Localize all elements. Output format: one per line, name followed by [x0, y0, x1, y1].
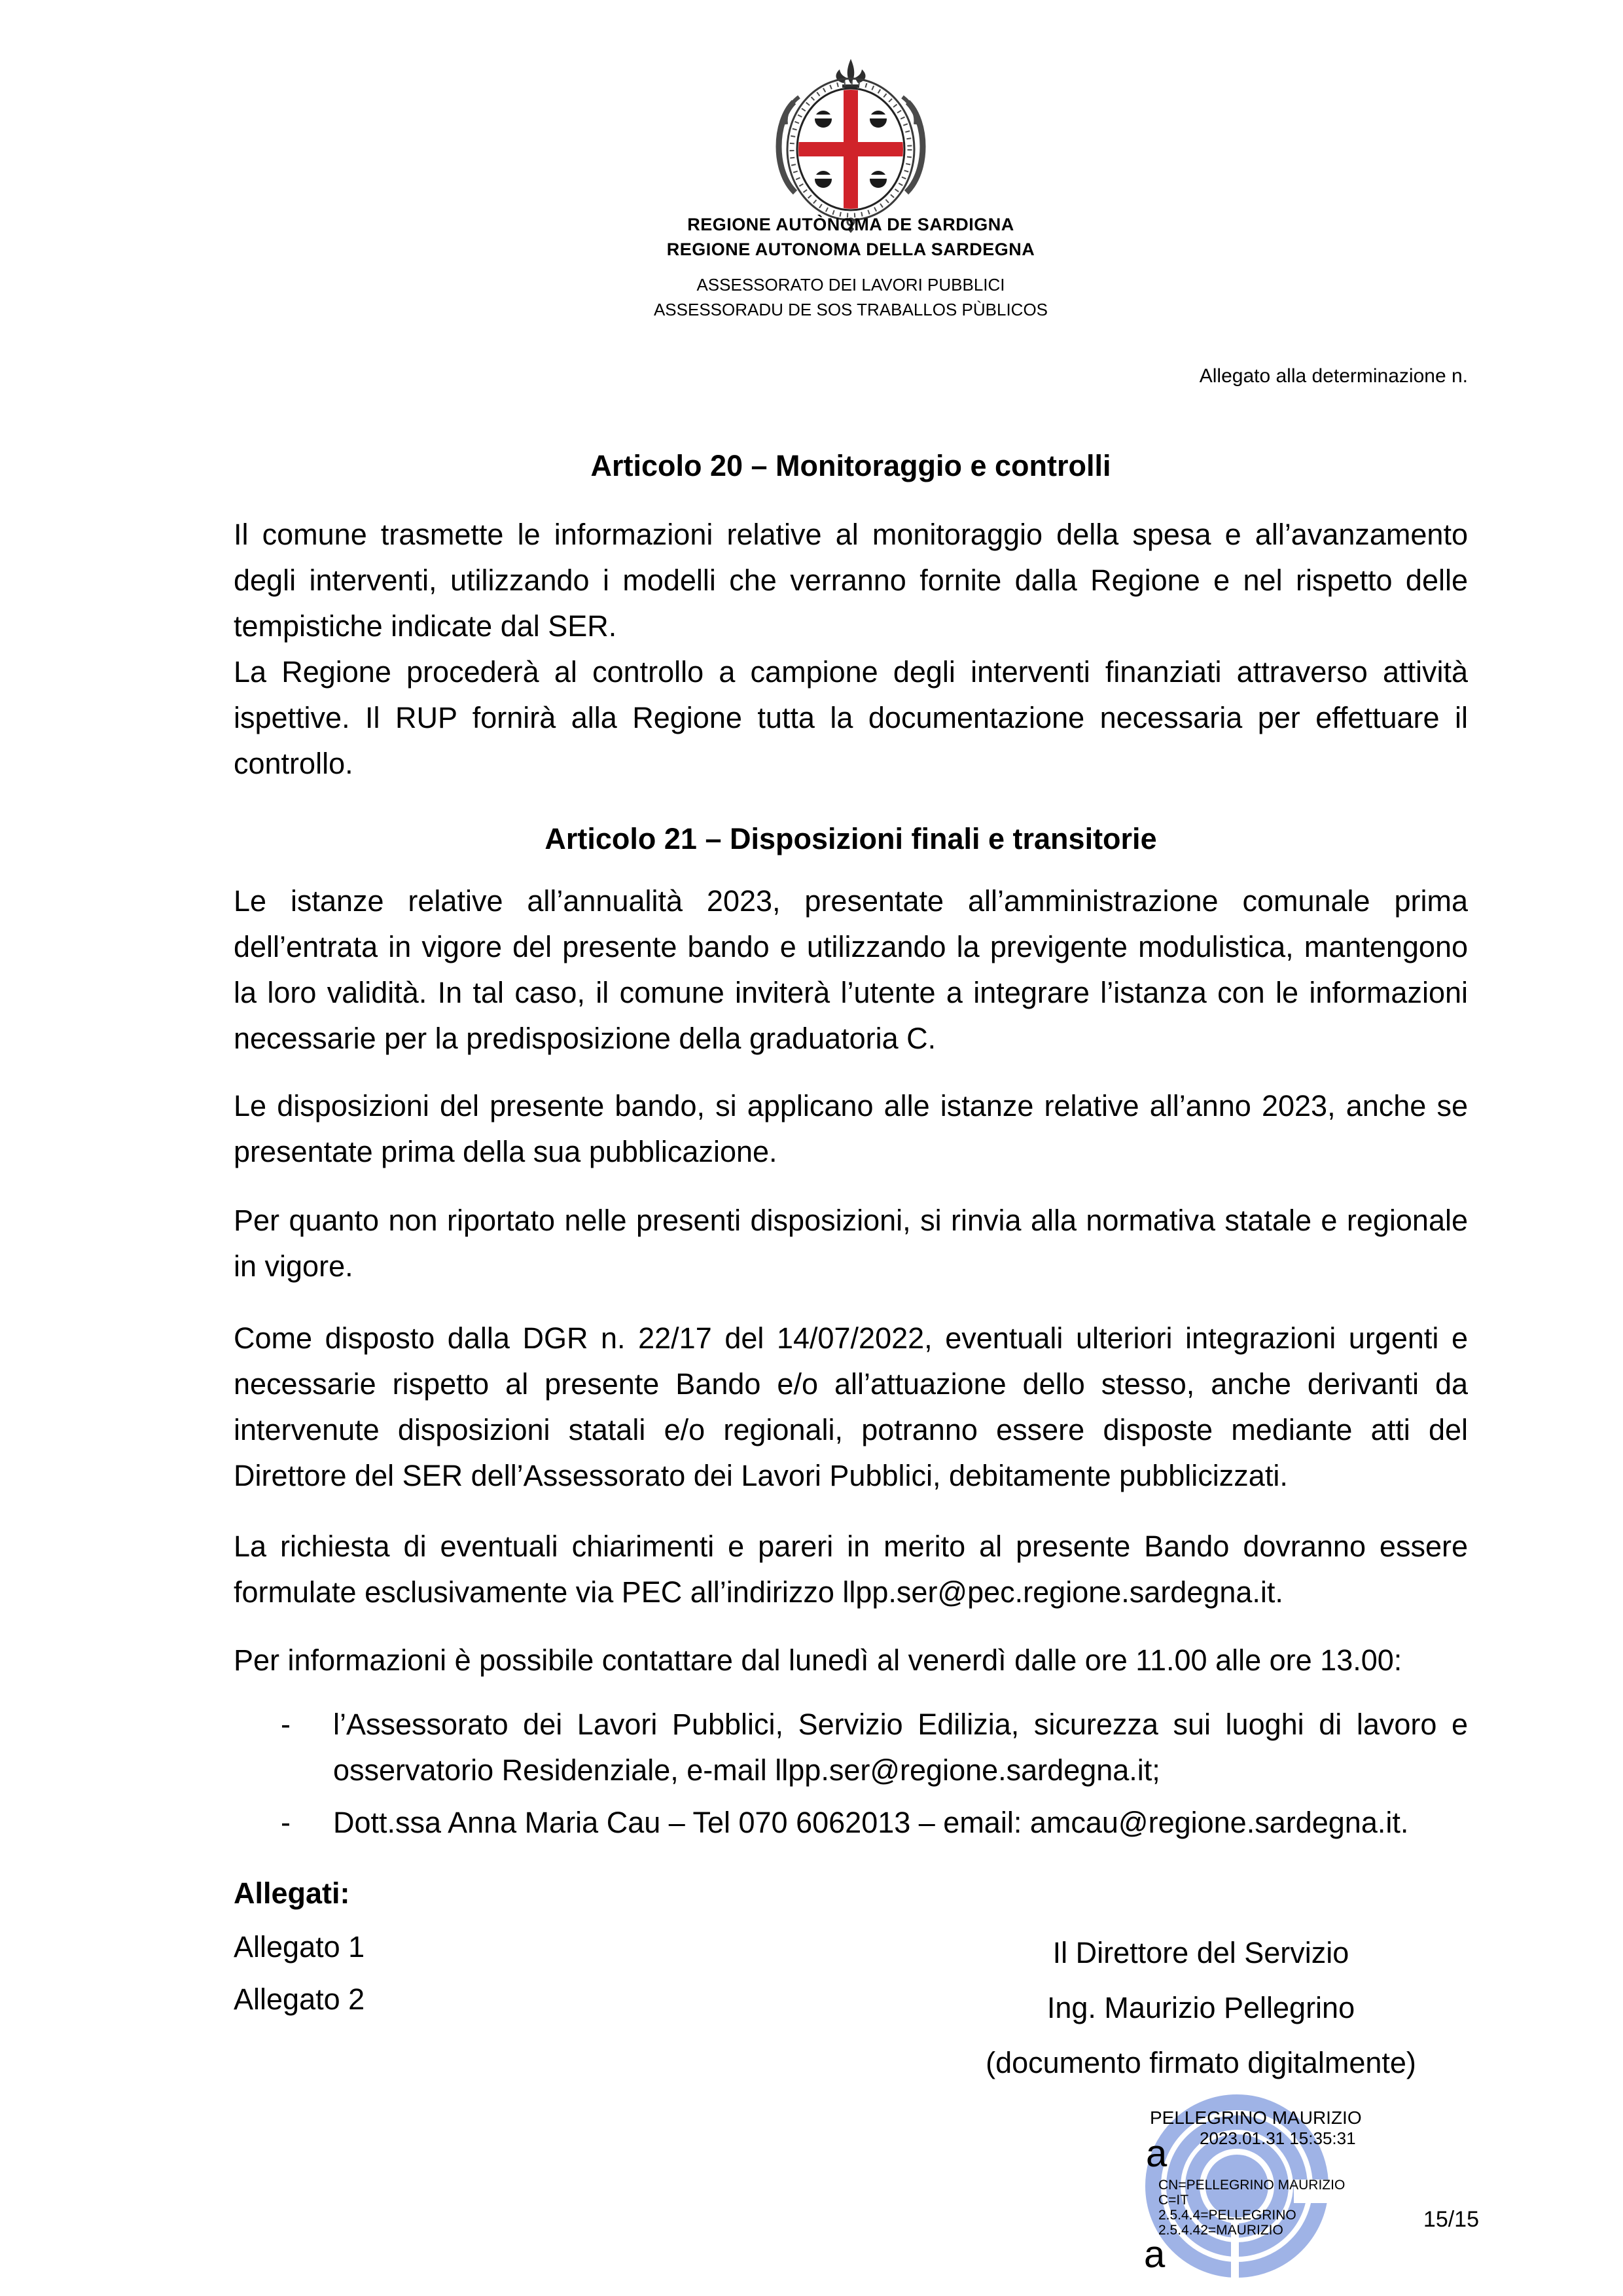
signer-name: Ing. Maurizio Pellegrino	[1046, 1991, 1355, 2024]
page-number: 15/15	[1423, 2207, 1479, 2232]
bullet-dash: -	[281, 1806, 291, 1839]
article-21-paragraph-3: Per quanto non riportato nelle presenti disposizioni, si rinvia alla normativa statale e regionale in vigore.	[234, 1204, 1468, 1283]
stamp-letter-mark-top: a	[1146, 2132, 1168, 2175]
contact-office: l’Assessorato dei Lavori Pubblici, Servizio Edilizia, sicurezza sui luoghi di lavoro e osservatorio Residenziale, e-mail llpp.ser@regione.sardegna.it;	[333, 1708, 1468, 1787]
moor-head-top-left	[815, 111, 832, 128]
org-name-line-1: REGIONE AUTÒNOMA DE SARDIGNA	[687, 215, 1014, 234]
article-21-paragraph-5: La richiesta di eventuali chiarimenti e pareri in merito al presente Bando dovranno essere formulate esclusivamente via PEC all’indirizzo llpp.ser@pec.regione.sardegna.it.	[234, 1530, 1468, 1609]
cross-horizontal-bar	[796, 142, 905, 156]
article-21-heading: Articolo 21 – Disposizioni finali e transitorie	[544, 822, 1157, 855]
attachment-item-2: Allegato 2	[234, 1982, 365, 2016]
attachments-label: Allegati:	[234, 1876, 350, 1910]
stamp-givenname-oid: 2.5.4.42=MAURIZIO	[1158, 2223, 1283, 2238]
bullet-dash: -	[281, 1708, 291, 1741]
signer-role: Il Direttore del Servizio	[1052, 1936, 1349, 1969]
department-line-2: ASSESSORADU DE SOS TRABALLOS PÙBLICOS	[653, 300, 1048, 319]
article-21-paragraph-6: Per informazioni è possibile contattare dal lunedì al venerdì dalle ore 11.00 alle ore 13.00:	[234, 1643, 1402, 1677]
contact-person: Dott.ssa Anna Maria Cau – Tel 070 6062013 – email: amcau@regione.sardegna.it.	[333, 1806, 1409, 1839]
moor-head-bottom-left	[815, 171, 832, 188]
contact-list-item	[234, 1702, 1468, 1793]
stamp-country: C=IT	[1158, 2193, 1189, 2208]
stamp-cn: CN=PELLEGRINO MAURIZIO	[1158, 2178, 1346, 2193]
article-21-paragraph-2: Le disposizioni del presente bando, si applicano alle istanze relative all’anno 2023, anche se presentate prima della sua pubblicazione.	[234, 1089, 1468, 1168]
attachment-note: Allegato alla determinazione n.	[1199, 365, 1468, 387]
article-21-paragraph-4: Come disposto dalla DGR n. 22/17 del 14/07/2022, eventuali ulteriori integrazioni urgenti e necessarie rispetto al presente Bando e/o all’attuazione dello stesso, anche derivanti da intervenute disposizioni statali e/o regionali, potranno essere disposte mediante atti del Direttore del SER dell’Assessorato dei Lavori Pubblici, debitamente pubblicizzati.	[234, 1321, 1468, 1492]
contact-list-item	[234, 1800, 1468, 1846]
moor-head-bottom-right	[870, 171, 887, 188]
article-20-paragraph-2: La Regione procederà al controllo a campione degli interventi finanziati attraverso attività ispettive. Il RUP fornirà alla Regione tutta la documentazione necessaria per effettuare il controllo.	[234, 655, 1468, 780]
article-20-heading: Articolo 20 – Monitoraggio e controlli	[590, 449, 1111, 482]
department-line-1: ASSESSORATO DEI LAVORI PUBBLICI	[696, 275, 1005, 295]
attachment-item-1: Allegato 1	[234, 1930, 365, 1964]
document-body	[234, 432, 1468, 2022]
stamp-signer-name: PELLEGRINO MAURIZIO	[1150, 2108, 1362, 2128]
org-name-line-2: REGIONE AUTONOMA DELLA SARDEGNA	[666, 240, 1035, 259]
moor-head-top-right	[870, 111, 887, 128]
signature-block	[939, 1926, 1463, 2090]
sardinia-coat-of-arms-icon	[769, 56, 933, 233]
digital-signature-note: (documento firmato digitalmente)	[986, 2046, 1416, 2079]
stamp-surname-oid: 2.5.4.4=PELLEGRINO	[1158, 2208, 1296, 2223]
article-21-paragraph-1: Le istanze relative all’annualità 2023, presentate all’amministrazione comunale prima dell’entrata in vigore del presente bando e utilizzando la previgente modulistica, mantengono la loro validità. In tal caso, il comune inviterà l’utente a integrare l’istanza con le informazioni necessarie per la predisposizione della graduatoria C.	[234, 884, 1468, 1055]
stamp-timestamp: 2023.01.31 15:35:31	[1200, 2128, 1356, 2148]
stamp-certificate-details	[1158, 2178, 1345, 2238]
stamp-letter-mark-bottom: a	[1144, 2233, 1166, 2276]
article-20-paragraph-1: Il comune trasmette le informazioni relative al monitoraggio della spesa e all’avanzamento degli interventi, utilizzando i modelli che verranno fornite dalla Regione e nel rispetto delle tempistiche indicate dal SER.	[234, 518, 1468, 643]
